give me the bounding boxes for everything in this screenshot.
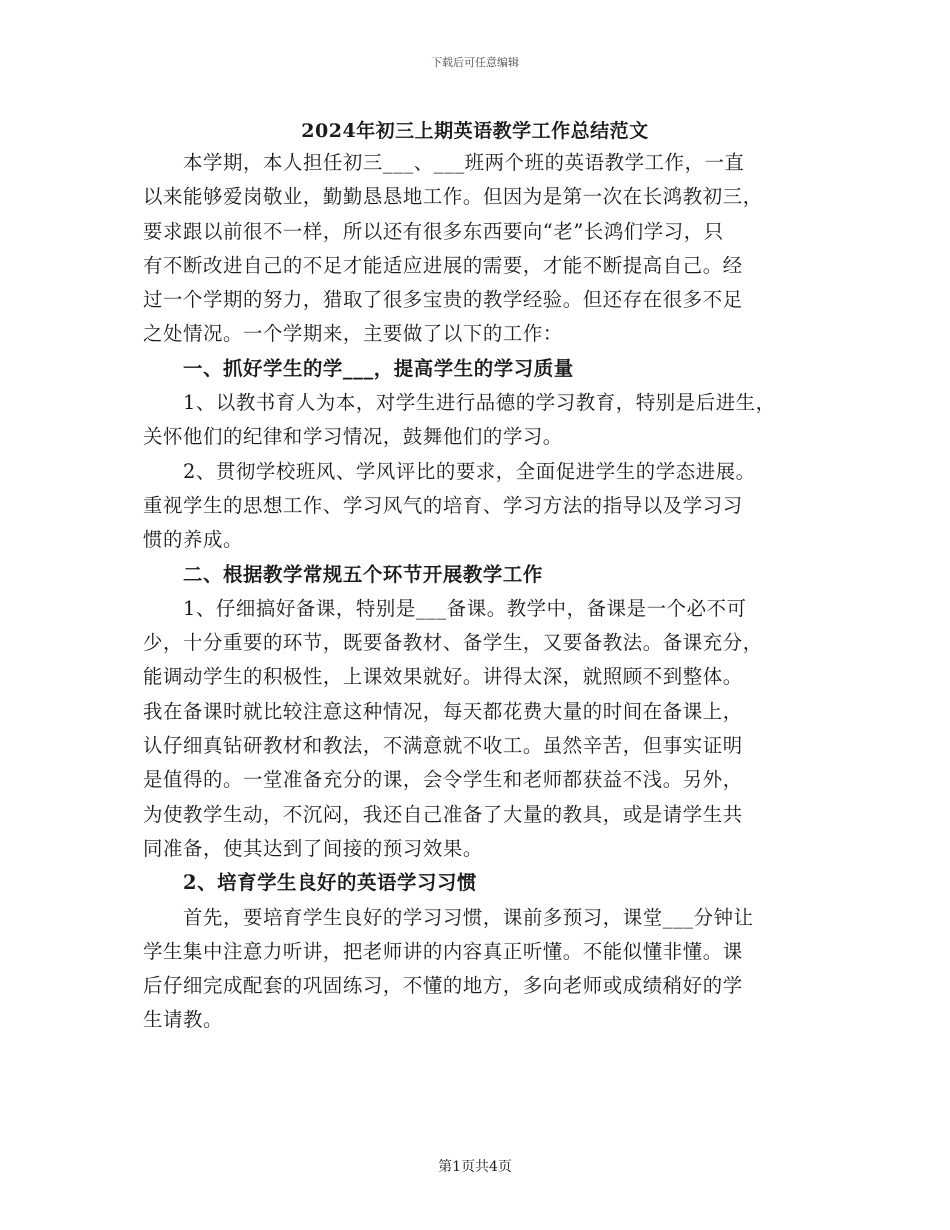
document-title: 2024年初三上期英语教学工作总结范文 — [301, 120, 649, 142]
section-heading: 2、培育学生良好的英语学习习惯 — [183, 871, 477, 895]
body-line: 认仔细真钻研教材和教法，不满意就不收工。虽然辛苦，但事实证明 — [143, 734, 743, 758]
body-line: 为使教学生动，不沉闷，我还自己准备了大量的教具，或是请学生共 — [143, 802, 743, 826]
body-line: 以来能够爱岗敬业，勤勤恳恳地工作。但因为是第一次在长鸿教初三， — [143, 185, 763, 209]
body-line: 关怀他们的纪律和学习情况，鼓舞他们的学习。 — [143, 425, 563, 449]
section-heading: 二、根据教学常规五个环节开展教学工作 — [183, 562, 543, 586]
section-heading: 一、抓好学生的学___，提高学生的学习质量 — [183, 356, 574, 380]
body-line: 要求跟以前很不一样，所以还有很多东西要向“老”长鸿们学习，只 — [143, 219, 724, 243]
body-line: 是值得的。一堂准备充分的课，会令学生和老师都获益不浅。另外， — [143, 768, 743, 792]
body-line: 同准备，使其达到了间接的预习效果。 — [143, 836, 483, 860]
body-line: 过一个学期的努力，猎取了很多宝贵的教学经验。但还存在很多不足 — [143, 288, 743, 312]
body-line: 之处情况。一个学期来，主要做了以下的工作： — [143, 322, 563, 346]
body-line: 本学期，本人担任初三___、___班两个班的英语教学工作，一直 — [183, 151, 745, 174]
body-line: 惯的养成。 — [143, 528, 243, 552]
body-line: 有不断改进自己的不足才能适应进展的需要，才能不断提高自己。经 — [143, 253, 743, 277]
body-line: 2、贯彻学校班风、学风评比的要求，全面促进学生的学态进展。 — [183, 459, 756, 483]
body-line: 1、以教书育人为本，对学生进行品德的学习教育，特别是后进生， — [183, 391, 776, 415]
body-line: 首先，要培育学生良好的学习习惯，课前多预习，课堂___分钟让 — [183, 905, 754, 929]
body-line: 重视学生的思想工作、学习风气的培育、学习方法的指导以及学习习 — [143, 493, 743, 517]
body-line: 少，十分重要的环节，既要备教材、备学生，又要备教法。备课充分， — [143, 631, 763, 655]
body-line: 后仔细完成配套的巩固练习，不懂的地方，多向老师或成绩稍好的学 — [143, 974, 743, 998]
body-line: 1、仔细搞好备课，特别是___备课。教学中，备课是一个必不可 — [183, 596, 747, 620]
body-line: 我在备课时就比较注意这种情况，每天都花费大量的时间在备课上， — [143, 699, 743, 723]
body-line: 生请教。 — [143, 1008, 223, 1032]
document-body — [143, 146, 823, 1038]
body-line: 学生集中注意力听讲，把老师讲的内容真正听懂。不能似懂非懂。课 — [143, 939, 743, 963]
body-line: 能调动学生的积极性，上课效果就好。讲得太深，就照顾不到整体。 — [143, 665, 743, 689]
header-note: 下载后可任意编辑 — [431, 56, 519, 69]
page-footer: 第1页共4页 — [438, 1159, 512, 1175]
